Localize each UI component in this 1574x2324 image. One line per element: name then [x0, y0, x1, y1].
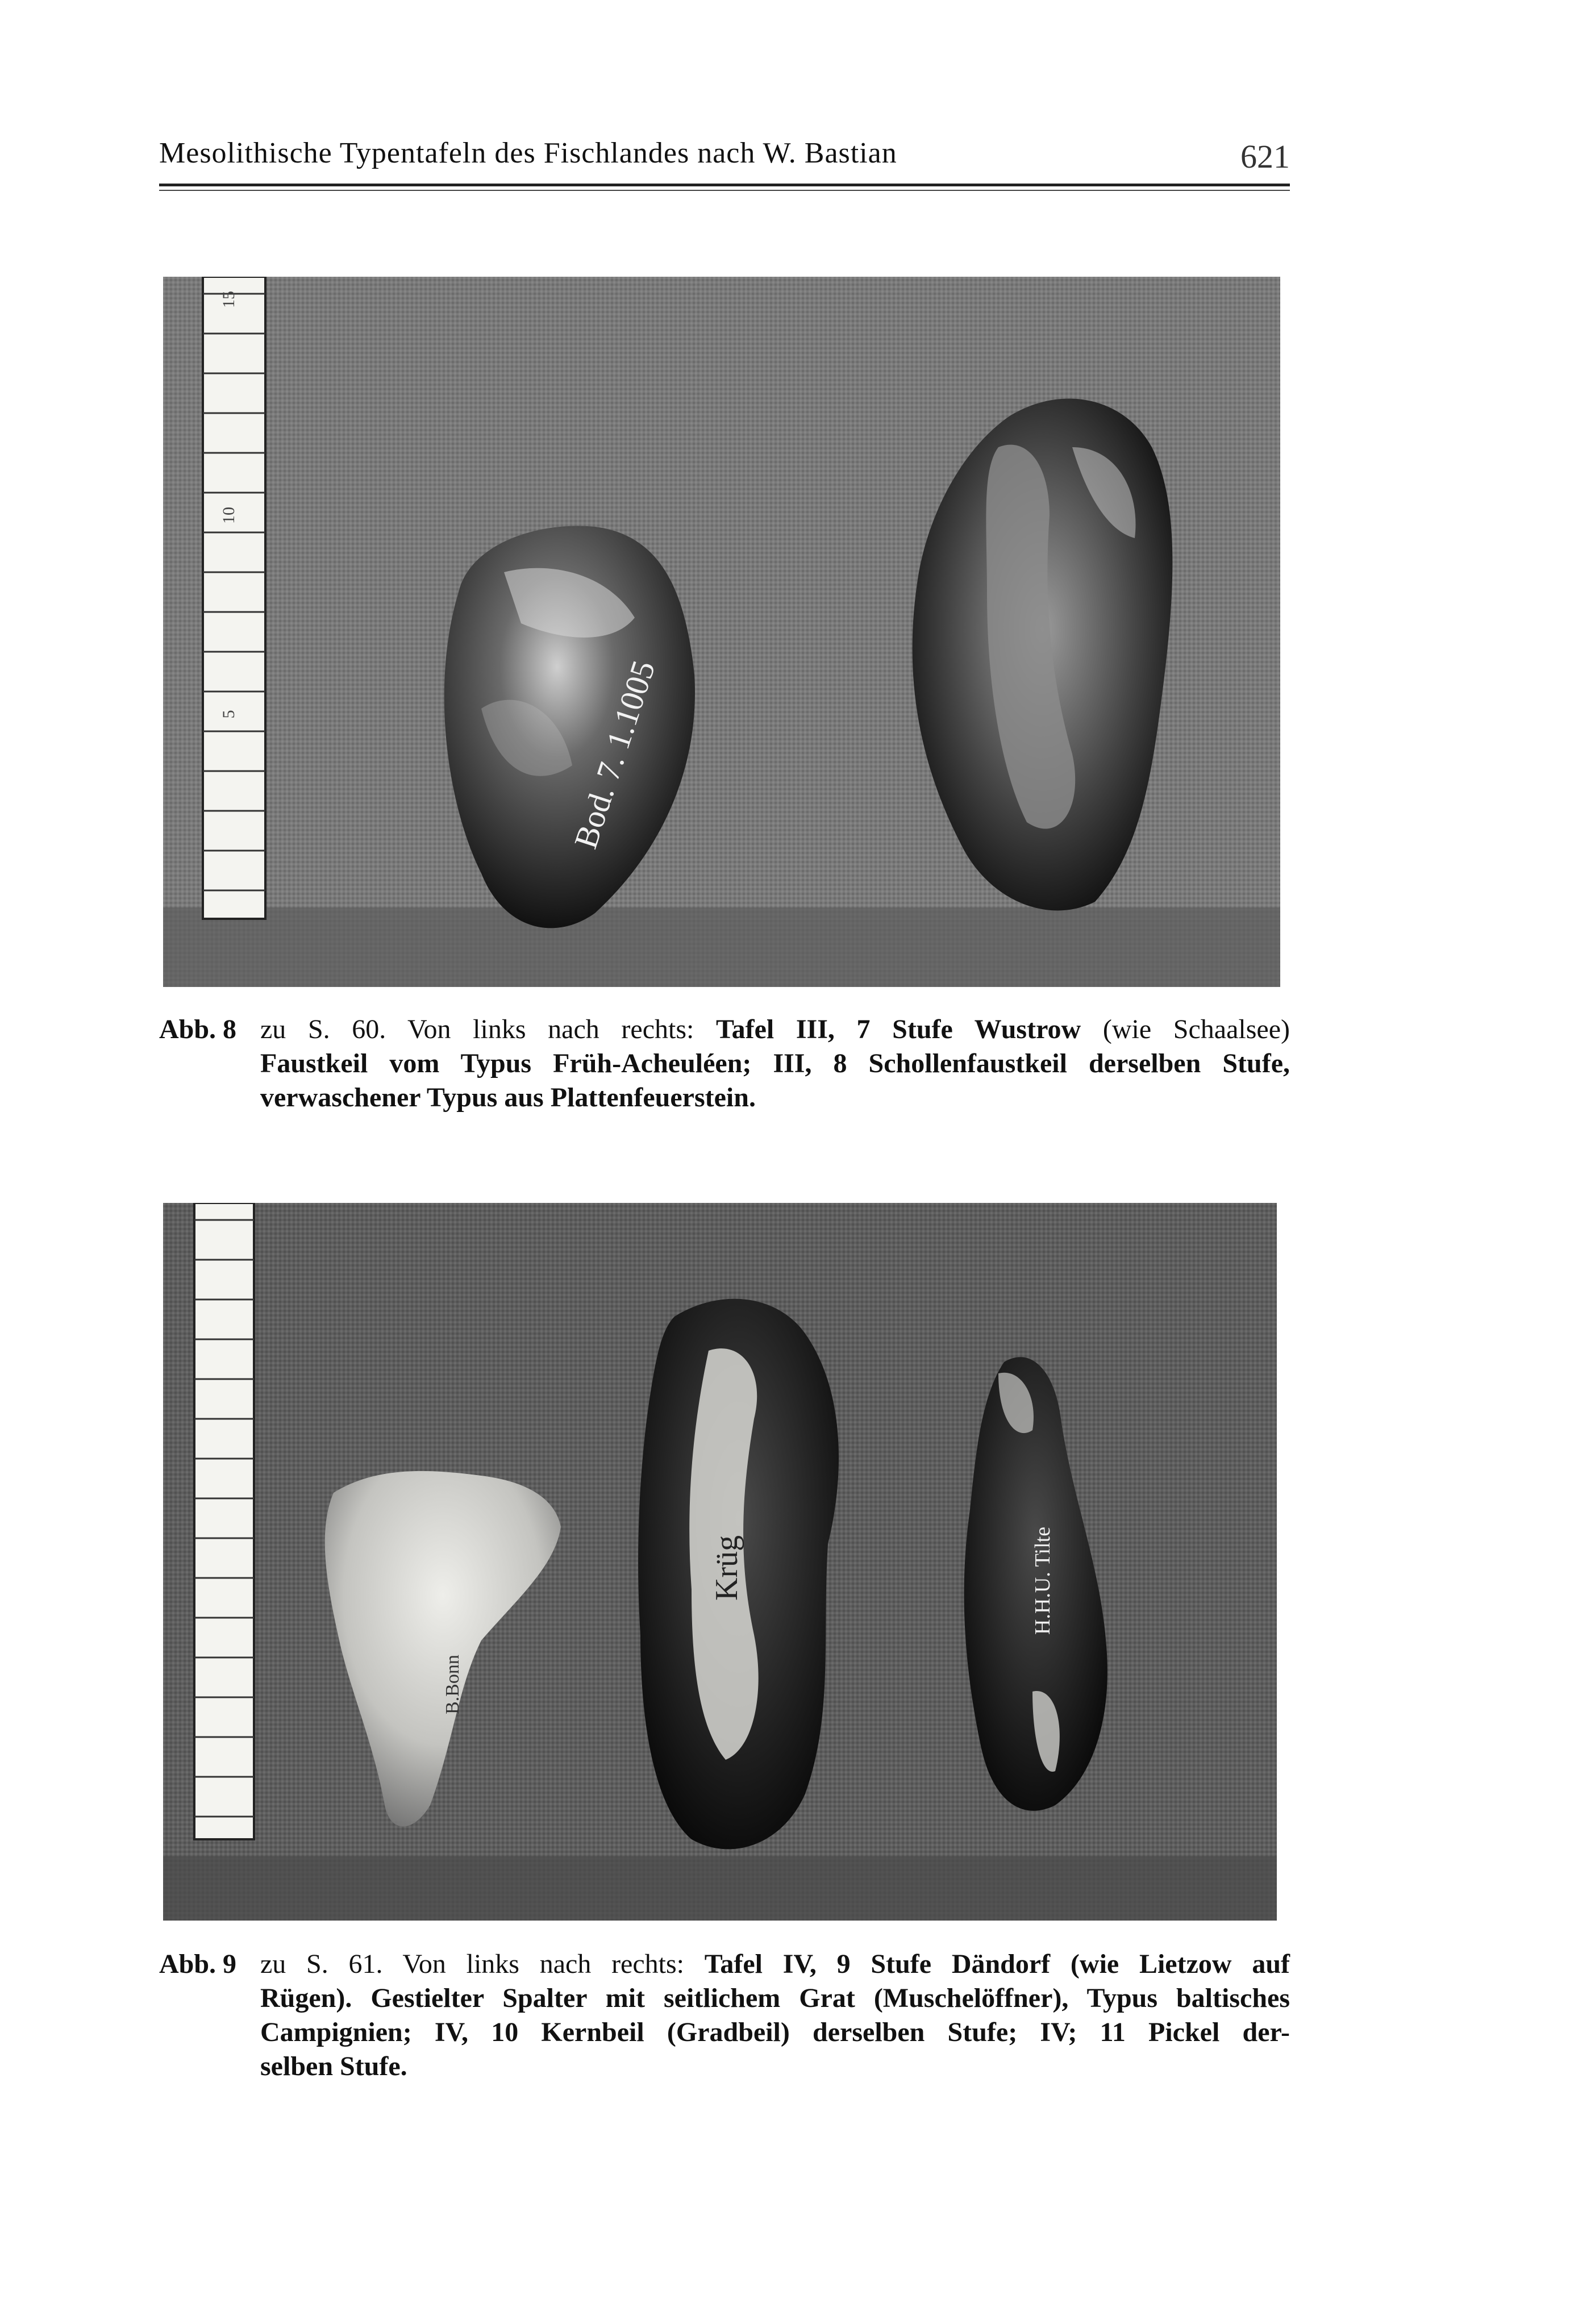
caption-emphasis: Tafel III, 7 Stufe Wustrow	[715, 1014, 1081, 1044]
ruler-mark-10: 10	[219, 507, 238, 524]
running-title: Mesolithische Typentafeln des Fischlandes nach W. Bastian	[159, 137, 897, 169]
artifact-label-left: B.Bonn	[442, 1655, 463, 1714]
caption-emphasis: Tafel IV, 9 Stufe Dändorf (wie Lietzow auf	[704, 1949, 1290, 1979]
caption-label: Abb. 9	[159, 1949, 237, 1979]
caption-line-3: Campignien; IV, 10 Kernbeil (Gradbeil) derselben Stufe; IV; 11 Pickel der-	[260, 2017, 1290, 2047]
figure-9-photo	[163, 1203, 1277, 1921]
figure-8-caption	[159, 1013, 1290, 1115]
header-rule-thin	[159, 190, 1290, 191]
caption-label: Abb. 8	[159, 1014, 237, 1044]
caption-line-4: selben Stufe.	[260, 2051, 407, 2081]
figure-8-photo	[163, 277, 1280, 987]
artifact-core-axe-middle	[638, 1299, 839, 1850]
ruler	[194, 1203, 254, 1839]
ruler-mark-15: 15	[219, 291, 238, 308]
artifact-label-left: Bod. 7. 1.1005	[567, 656, 663, 853]
caption-text: zu S. 61. Von links nach rechts:	[260, 1949, 705, 1979]
figure-8-image	[163, 277, 1280, 987]
caption-text: (wie Schaalsee)	[1081, 1014, 1290, 1044]
caption-line-1	[260, 1013, 1290, 1047]
page-number: 621	[1240, 138, 1290, 175]
ruler	[203, 277, 265, 919]
caption-line-2: Faustkeil vom Typus Früh-Acheuléen; III, 8 Schollenfaustkeil derselben Stufe,	[260, 1048, 1290, 1078]
ruler-mark-5: 5	[219, 710, 238, 719]
artifact-label-right: H.H.U. Tilte	[1031, 1526, 1055, 1635]
caption-line-1	[260, 1947, 1290, 1981]
caption-line-2: Rügen). Gestielter Spalter mit seitlichem Grat (Muschelöffner), Typus baltisches	[260, 1983, 1290, 2013]
header-rule	[159, 184, 1290, 186]
artifact-label-middle: Krüg	[709, 1535, 744, 1601]
caption-text: zu S. 60. Von links nach rechts:	[260, 1014, 716, 1044]
figure-9-caption	[159, 1947, 1290, 2084]
caption-line-3: verwaschener Typus aus Plattenfeuerstein.	[260, 1082, 756, 1113]
figure-9-image	[163, 1203, 1277, 1921]
